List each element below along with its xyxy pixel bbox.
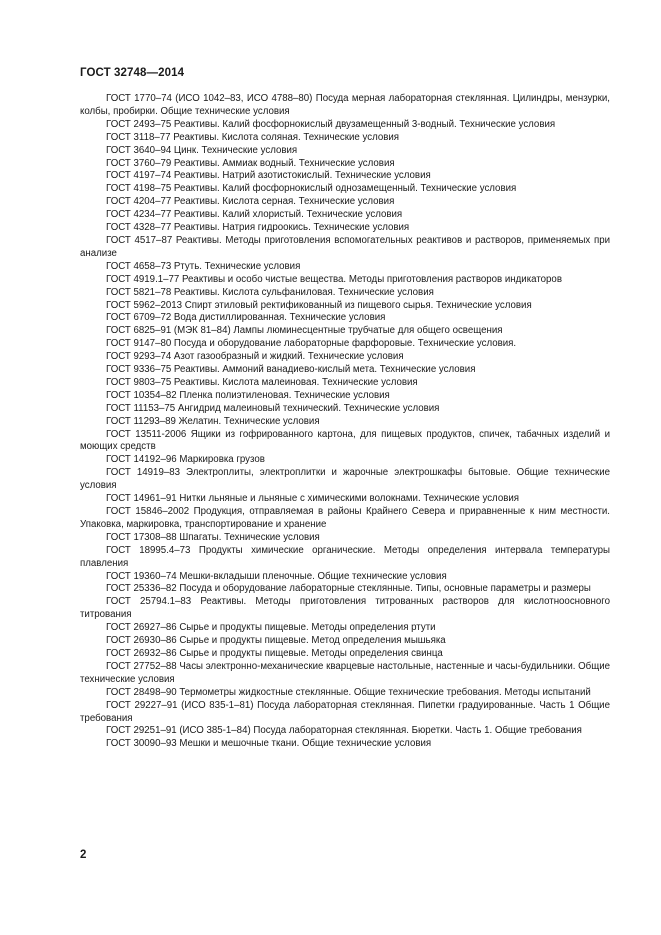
reference-item: ГОСТ 4658–73 Ртуть. Технические условия <box>106 260 301 272</box>
reference-item: ГОСТ 9147–80 Посуда и оборудование лабораторные фарфоровые. Технические условия. <box>106 338 517 350</box>
reference-item: ГОСТ 26930–86 Сырье и продукты пищевые. Метод определения мышьяка <box>106 635 446 647</box>
reference-item: ГОСТ 14919–83 Электроплиты, электроплитки и жарочные электрошкафы бытовые. Общие технические условия <box>80 467 610 492</box>
reference-item: ГОСТ 13511-2006 Ящики из гофрированного картона, для пищевых продуктов, спичек, табачных изделий и моющих средств <box>80 428 610 453</box>
reference-item: ГОСТ 4204–77 Реактивы. Кислота серная. Технические условия <box>106 196 395 208</box>
reference-item: ГОСТ 26932–86 Сырье и продукты пищевые. Методы определения свинца <box>106 647 443 659</box>
reference-item: ГОСТ 26927–86 Сырье и продукты пищевые. Методы определения ртути <box>106 622 436 634</box>
reference-item: ГОСТ 4919.1–77 Реактивы и особо чистые вещества. Методы приготовления растворов индикаторов <box>106 273 562 285</box>
reference-item: ГОСТ 4517–87 Реактивы. Методы приготовления вспомогательных реактивов и растворов, применяемых при анализе <box>80 234 610 259</box>
reference-item: ГОСТ 25336–82 Посуда и оборудование лабораторные стеклянные. Типы, основные параметры и размеры <box>106 583 591 595</box>
reference-item: ГОСТ 5962–2013 Спирт этиловый ректификованный из пищевого сырья. Технические условия <box>106 299 532 311</box>
reference-item: ГОСТ 1770–74 (ИСО 1042–83, ИСО 4788–80) Посуда мерная лабораторная стеклянная. Цилиндры, мензурки, колбы, пробирки. Общие технические условия <box>80 93 610 117</box>
reference-item: ГОСТ 3640–94 Цинк. Технические условия <box>106 144 298 156</box>
reference-item: ГОСТ 17308–88 Шпагаты. Технические условия <box>106 531 320 543</box>
reference-item: ГОСТ 4234–77 Реактивы. Калий хлористый. Технические условия <box>106 209 403 221</box>
reference-item: ГОСТ 29251–91 (ИСО 385-1–84) Посуда лабораторная стеклянная. Бюретки. Часть 1. Общие требования <box>106 725 582 737</box>
reference-item: ГОСТ 14961–91 Нитки льняные и льняные с химическими волокнами. Технические условия <box>106 493 520 505</box>
reference-item: ГОСТ 9336–75 Реактивы. Аммоний ванадиево-кислый мета. Технические условия <box>106 364 476 376</box>
reference-item: ГОСТ 6709–72 Вода дистиллированная. Технические условия <box>106 312 386 324</box>
reference-item: ГОСТ 5821–78 Реактивы. Кислота сульфаниловая. Технические условия <box>106 286 434 298</box>
reference-item: ГОСТ 28498–90 Термометры жидкостные стеклянные. Общие технические требования. Методы испытаний <box>106 686 591 698</box>
reference-item: ГОСТ 4198–75 Реактивы. Калий фосфорнокислый однозамещенный. Технические условия <box>106 183 517 195</box>
page-number: 2 <box>80 849 87 861</box>
reference-item: ГОСТ 3760–79 Реактивы. Аммиак водный. Технические условия <box>106 157 395 169</box>
reference-item: ГОСТ 9803–75 Реактивы. Кислота малеиновая. Технические условия <box>106 376 418 388</box>
reference-item: ГОСТ 14192–96 Маркировка грузов <box>106 454 265 466</box>
reference-item: ГОСТ 10354–82 Пленка полиэтиленовая. Технические условия <box>106 389 390 401</box>
document-header: ГОСТ 32748—2014 <box>80 67 185 79</box>
reference-item: ГОСТ 27752–88 Часы электронно-механические кварцевые настольные, настенные и часы-будильники. Общие технические условия <box>80 660 610 685</box>
reference-item: ГОСТ 4328–77 Реактивы. Натрия гидроокись. Технические условия <box>106 222 410 234</box>
reference-item: ГОСТ 15846–2002 Продукция, отправляемая в районы Крайнего Севера и приравненные к ним местности. Упаковка, маркировка, транспортирование и хранение <box>80 506 610 530</box>
reference-item: ГОСТ 6825–91 (МЭК 81–84) Лампы люминесцентные трубчатые для общего освещения <box>106 325 503 337</box>
reference-item: ГОСТ 11153–75 Ангидрид малеиновый технический. Технические условия <box>106 402 440 414</box>
normative-references-list <box>80 93 610 751</box>
reference-item: ГОСТ 25794.1–83 Реактивы. Методы приготовления титрованных растворов для кислотноосновного титрования <box>80 596 610 621</box>
reference-item: ГОСТ 18995.4–73 Продукты химические органические. Методы определения интервала температуры плавления <box>80 544 610 569</box>
reference-item: ГОСТ 30090–93 Мешки и мешочные ткани. Общие технические условия <box>106 738 432 750</box>
reference-item: ГОСТ 3118–77 Реактивы. Кислота соляная. Технические условия <box>106 131 400 143</box>
reference-item: ГОСТ 4197–74 Реактивы. Натрий азотистокислый. Технические условия <box>106 170 431 182</box>
reference-item: ГОСТ 2493–75 Реактивы. Калий фосфорнокислый двузамещенный 3-водный. Технические условия <box>106 118 556 130</box>
reference-item: ГОСТ 11293–89 Желатин. Технические условия <box>106 415 320 427</box>
reference-item: ГОСТ 19360–74 Мешки-вкладыши пленочные. Общие технические условия <box>106 570 447 582</box>
reference-item: ГОСТ 29227–91 (ИСО 835-1–81) Посуда лабораторная стеклянная. Пипетки градуированные. Часть 1 Общие требования <box>80 699 610 724</box>
reference-item: ГОСТ 9293–74 Азот газообразный и жидкий. Технические условия <box>106 351 404 363</box>
